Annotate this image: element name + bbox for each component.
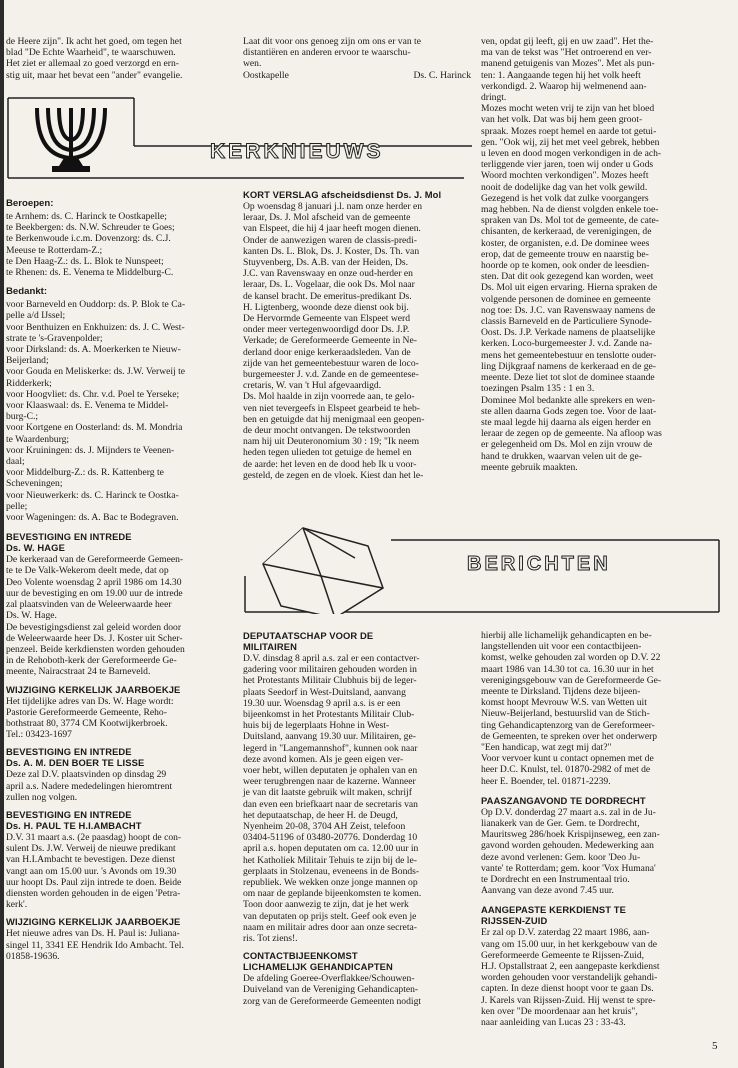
signature-name: Ds. C. Harinck bbox=[413, 69, 471, 81]
paul-heading: BEVESTIGING EN INTREDE Ds. H. PAUL TE H.I.AMBACHT bbox=[6, 808, 142, 831]
paaszang-text: Op D.V. donderdag 27 maart a.s. zal in de Ju- lianakerk van de Ger. Gem. te Dordrecht, Mauritsweg 286/hoek Krispijnseweg, een zan- gavond worden gehouden. Medewerking aan deze avond verlenen: Gem. koor 'Deo Ju- vante' te Rotterdam; gem. koor 'Vox Humana' te Dordrecht en een Instrumentaal trio. Aanvang van deze avond 7.45 uur. bbox=[481, 806, 660, 897]
aangepaste-heading: AANGEPASTE KERKDIENST TE RIJSSEN-ZUID bbox=[481, 904, 626, 927]
signature-place: Oostkapelle bbox=[243, 69, 289, 81]
jaarboekje-heading-1: WIJZIGING KERKELIJK JAARBOEKJE bbox=[6, 683, 181, 695]
contact-continued: hierbij alle lichamelijk gehandicapten en be- langstellenden uit voor een contactbijeen- komst, welke gehouden zal worden op D.V. 22 maart 1986 van 14.30 tot ca. 16.30 uur in het verenigingsgebouw van de Gereformeerde Ge- meente te Dirksland. Tijdens deze bijeen- komst hoopt Mevrouw W.S. van Wetten uit Nieuw-Beijerland, bestuurslid van de Stich- ting Gehandicaptenzorg van de Gereformeer- de Gemeenten, te spreken over het onderwerp "Een handicap, wat zegt mij dat?" Voor vervoer kunt u contact opnemen met de heer D.C. Knulst, tel. 01870-2982 of met de heer E. Boender, tel. 01871-2239. bbox=[481, 630, 662, 787]
contact-heading: CONTACTBIJEENKOMST LICHAMELIJK GEHANDICAPTEN bbox=[243, 950, 393, 973]
intro-text-left: de Heere zijn". Ik acht het goed, om tegen het blad "De Echte Waarheid", te waarschuwen. Het ziet er allemaal zo goed verzorgd en ern- stig uit, maar het bevat een "ander" evangelie. bbox=[6, 36, 183, 81]
deputaatschap-text: D.V. dinsdag 8 april a.s. zal er een contactver- gadering voor militairen gehouden worden in het Protestants Militair Clubhuis bij de leger- plaats Seedorf in West-Duitsland, aanvang 19.30 uur. Woensdag 9 april a.s. is er een bijeenkomst in het Protestants Militair Club- huis bij de legerplaats Hohne in West- Duitsland, aanvang 19.30 uur. Militairen, ge- legerd in "Langemannshof", kunnen ook naar deze avond komen. Als je geen eigen ver- voer hebt, willen deputaten je ophalen van en weer terugbrengen naar de kazerne. Wanneer je van dit laatste gebruik wilt maken, schrijf dan even een briefkaart naar de secretaris van het deputaatschap, de heer H. de Deugd, Nyenheim 20-08, 3704 AH Zeist, telefoon 03404-51196 of 03480-20776. Donderdag 10 april a.s. hopen deputaten om ca. 12.00 uur in het Katholiek Militair Tehuis te zijn bij de le- gerplaats in Stolzenau, eveneens in de Bonds- republiek. We wekken onze jonge mannen op om naar de geplande bijeenkomsten te komen. Toon door aanwezig te zijn, dat je het werk van deputaten op prijs stelt. Geef ook even je naam en militair adres door aan onze secreta- ris. Tot ziens!. bbox=[243, 653, 422, 945]
hage-text: De kerkeraad van de Gereformeerde Gemeen- te te De Valk-Wekerom deelt mede, dat op Deo Volente woensdag 2 april 1986 om 14.30 uur de bevestiging en om 19.00 uur de intrede zal plaatsvinden van de Weleerwaarde heer Ds. W. Hage. De bevestigingsdienst zal geleid worden door de Weleerwaarde heer Ds. J. Koster uit Scher- penzeel. Beide kerkdiensten worden gehouden in de Rehoboth-kerk der Gereformeerde Ge- meente, Nairacstraat 24 te Barneveld. bbox=[6, 554, 185, 678]
kort-verslag-heading: KORT VERSLAG afscheidsdienst Ds. J. Mol bbox=[243, 189, 442, 200]
paul-text: D.V. 31 maart a.s. (2e paasdag) hoopt de con- sulent Ds. J.W. Verweij de nieuwe predikant van H.I.Ambacht te bevestigen. Deze dienst vangt aan om 15.00 uur. 's Avonds om 19.30 uur hoopt Ds. Paul zijn intrede te doen. Beide diensten worden gehouden in de eigen 'Petra- kerk'. bbox=[6, 831, 182, 911]
contact-text: De afdeling Goeree-Overflakkee/Schouwen- Duiveland van de Vereniging Gehandicapten- zorg van de Gereformeerde Gemeenten nodigt bbox=[243, 973, 422, 1007]
left-column bbox=[6, 198, 236, 962]
beroepen-heading: Beroepen: bbox=[6, 198, 54, 209]
denboer-heading: BEVESTIGING EN INTREDE Ds. A. M. DEN BOER TE LISSE bbox=[6, 746, 145, 769]
jaarboekje-text-2: Het nieuwe adres van Ds. H. Paul is: Juliana- singel 11, 3341 EE Hendrik Ido Ambacht. Tel. 01858-19636. bbox=[6, 928, 184, 962]
jaarboekje-text-1: Het tijdelijke adres van Ds. W. Hage wordt: Pastorie Gereformeerde Gemeente, Reho- bothstraat 80, 3774 CM Kootwijkerbroek. Tel.: 03423-1697 bbox=[6, 695, 174, 741]
page-number: 5 bbox=[712, 1040, 718, 1052]
denboer-text: Deze zal D.V. plaatsvinden op dinsdag 29 april a.s. Nadere mededelingen hieromtrent zullen nog volgen. bbox=[6, 769, 173, 803]
bedankt-list: voor Barneveld en Ouddorp: ds. P. Blok te Ca- pelle a/d IJssel; voor Benthuizen en Enkhuizen: ds. J. C. West- strate te 's-Gravenpolder; voor Dirksland: ds. A. Moerkerken te Nieuw- Beijerland; voor Gouda en Meliskerke: ds. J.W. Verweij te Ridderkerk; voor Hoogvliet: ds. Chr. v.d. Poel te Yerseke; voor Klaaswaal: ds. E. Venema te Middel- burg-C.; voor Kortgene en Oosterland: ds. M. Mondria te Waardenburg; voor Kruiningen: ds. J. Mijnders te Veenen- daal; voor Middelburg-Z.: ds. R. Kattenberg te Scheveningen; voor Nieuwerkerk: ds. C. Harinck te Oostka- pelle; voor Wageningen: ds. A. Bac te Bodegraven. bbox=[6, 299, 186, 524]
jaarboekje-heading-2: WIJZIGING KERKELIJK JAARBOEKJE bbox=[6, 916, 181, 928]
paaszang-heading: PAASZANGAVOND TE DORDRECHT bbox=[481, 794, 646, 806]
menorah-icon bbox=[4, 96, 474, 180]
right-lower bbox=[481, 630, 720, 1028]
kort-verslag bbox=[243, 189, 471, 481]
mid-lower bbox=[243, 630, 471, 1007]
hage-heading: BEVESTIGING EN INTREDE Ds. W. HAGE bbox=[6, 531, 132, 554]
berichten-title: BERICHTEN bbox=[467, 553, 611, 575]
kerknieuws-banner bbox=[4, 96, 474, 180]
aangepaste-text: Er zal op D.V. zaterdag 22 maart 1986, aan- vang om 15.00 uur, in het kerkgebouw van de Gereformeerde Gemeente te Rijssen-Zuid, H.J. Opstallstraat 2, een aangepaste kerkdienst worden gehouden voor verstandelijk gehandi- capten. In deze dienst hoopt voor te gaan Ds. J. Karels van Rijssen-Zuid. Hij wenst te spre- ken over "De moordenaar aan het kruis", naar aanleiding van Lucas 23 : 33-43. bbox=[481, 927, 660, 1029]
signature bbox=[243, 70, 471, 81]
berichten-banner bbox=[243, 518, 721, 614]
intro-middle bbox=[243, 36, 471, 81]
beroepen-list: te Arnhem: ds. C. Harinck te Oostkapelle; te Beekbergen: ds. N.W. Schreuder te Goes; te Berkenwoude i.c.m. Dovenzorg: ds. C.J. Meeuse te Rotterdam-Z.; te Den Haag-Z.: ds. L. Blok te Nunspeet; te Rhenen: ds. E. Venema te Middelburg-C. bbox=[6, 211, 175, 279]
kerknieuws-title: KERKNIEUWS bbox=[210, 140, 384, 163]
sermon-report-continued: ven, opdat gij leeft, gij en uw zaad". Het the- ma van de tekst was "Het ontroerend en ver- manend getuigenis van Mozes". Met als pun- ten: 1. Aangaande tegen hij het volk heeft verkondigd. 2. Waarop hij welmenend aan- dringt. Mozes mocht weten vrij te zijn van het bloed van het volk. Dat was bij hem geen groot- spraak. Mozes roept hemel en aarde tot getui- gen. "Ook wij, zij het met veel gebrek, hebben u leven en dood mogen verkondigen in de ach- terliggende vier jaren, toen wij onder u Gods Woord mochten verkondigen". Mozes heeft nooit de dodelijke dag van het volk gewild. Gezegend is het volk dat zulke voorgangers mag hebben. Na de dienst volgden enkele toe- spraken van Ds. Mol tot de gemeente, de cate- chisanten, de kerkeraad, de verenigingen, de koster, de organisten, e.d. De dominee wees erop, dat de gemeente trouw en naarstig be- hoorde op te komen, ook onder de leesdien- sten. Dat dit ook gezegend kan worden, weet Ds. Mol uit eigen ervaring. Hierna spraken de volgende personen de dominee en gemeente nog toe: Ds. J.C. van Ravenswaay namens de classis Barneveld en de Particuliere Synode- Oost. Ds. J.P. Verkade namens de plaatselijke kerken. Loco-burgemeester J. v.d. Zande na- mens het gemeentebestuur en tenslotte ouder- ling Dijkgraaf namens de kerkeraad en de ge- meente. Deze liet tot slot de dominee staande toezingen Psalm 135 : 1 en 3. Dominee Mol bedankte alle sprekers en wen- ste allen daarna Gods zegen toe. Voor de laat- ste maal legde hij daarna als eigen herder en leraar de zegen op de gemeente. Na afloop was er gelegenheid om Ds. Mol en zijn vrouw de hand te drukken, waarvan velen uit de ge- meente gebruik maakten. bbox=[481, 36, 662, 473]
intro-text-middle: Laat dit voor ons genoeg zijn om ons er van te distantiëren en anderen ervoor te waarschu- wen. bbox=[243, 36, 421, 70]
deputaatschap-heading: DEPUTAATSCHAP VOOR DE MILITAIREN bbox=[243, 630, 374, 652]
kort-verslag-text: Op woensdag 8 januari j.l. nam onze herder en leraar, Ds. J. Mol afscheid van de gemeente van Elspeet, die hij 4 jaar heeft mogen dienen. Onder de aanwezigen waren de classis-predi- kanten Ds. L. Blok, Ds. J. Koster, Ds. Th. van Stuyvenberg, Ds. A.B. van der Heiden, Ds. J.C. van Ravenswaay en onze oud-herder en leraar, Ds. L. Vogelaar, die ook Ds. Mol naar de kansel bracht. De emeritus-predikant Ds. H. Ligtenberg, woonde deze dienst ook bij. De Hervormde Gemeente van Elspeet werd onder meer vertegenwoordigd door Ds. J.P. Verkade; de Gereformeerde Gemeente in Ne- derland door enige kerkeraadsleden. Van de zijde van het gemeentebestuur waren de loco- burgemeester J. v.d. Zande en de gemeentese- cretaris, W. van 't Hul afgevaardigd. Ds. Mol haalde in zijn voorrede aan, te gelo- ven niet tevergeefs in Elspeet gearbeid te heb- ben en getuigde dat hij menigmaal een geopen- de deur mocht ontvangen. De tekstwoorden nam hij uit Deuteronomium 30 : 19; "Ik neem heden tegen ulieden tot getuige de hemel en de aarde: het leven en de dood heb Ik u voor- gesteld, de zegen en de vloek. Kiest dan het le- bbox=[243, 201, 425, 481]
bedankt-heading: Bedankt: bbox=[6, 286, 48, 298]
